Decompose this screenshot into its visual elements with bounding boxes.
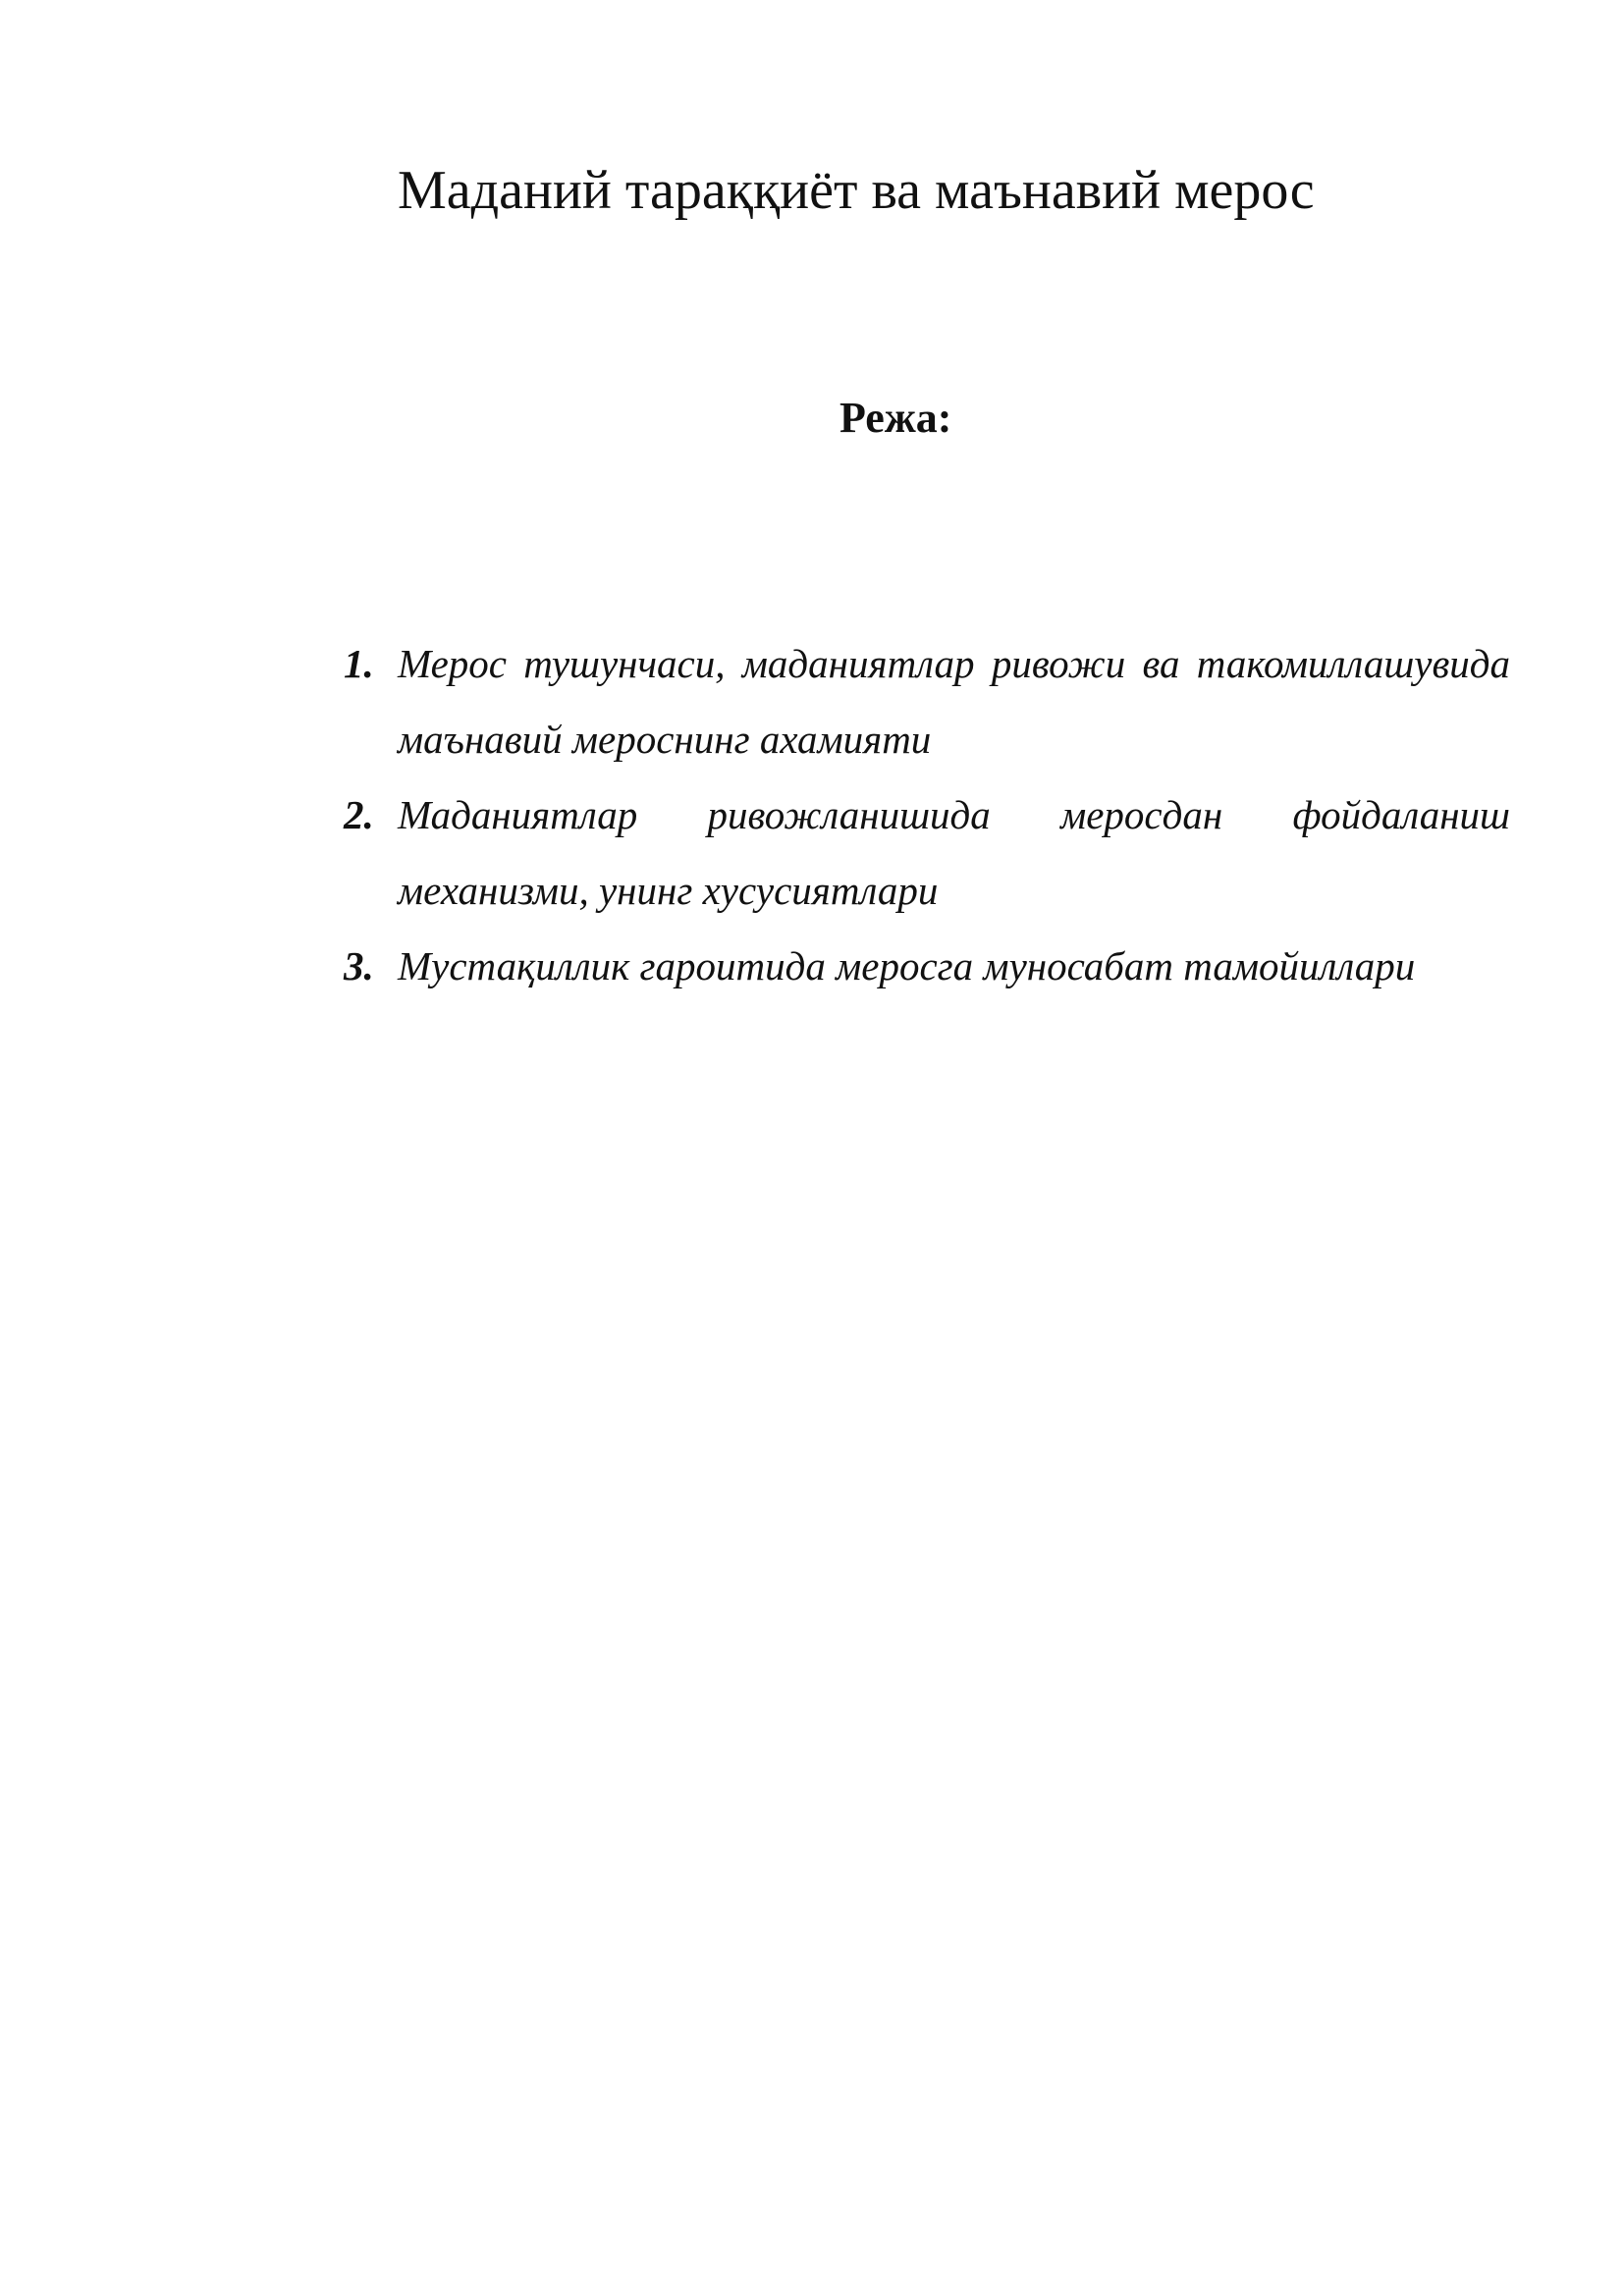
document-title: Маданий тараққиёт ва маънавий мерос — [398, 160, 1315, 221]
plan-heading: Режа: — [839, 394, 952, 442]
plan-item — [344, 626, 1510, 777]
plan-item-text: Мерос тушунчаси, маданиятлар ривожи ва такомиллашувида маънавий мероснинг ахамияти — [398, 641, 1510, 762]
plan-list — [344, 626, 1510, 1004]
plan-item — [344, 777, 1510, 929]
plan-item-number: 3. — [344, 943, 374, 988]
plan-item-text: Мустақиллик гароитида меросга муносабат тамойиллари — [398, 943, 1416, 988]
plan-item-text: Маданиятлар ривожланишида меросдан фойдаланиш механизми, унинг хусусиятлари — [398, 792, 1510, 913]
plan-item-number: 1. — [344, 641, 374, 686]
plan-item-number: 2. — [344, 792, 374, 837]
plan-item — [344, 929, 1510, 1004]
